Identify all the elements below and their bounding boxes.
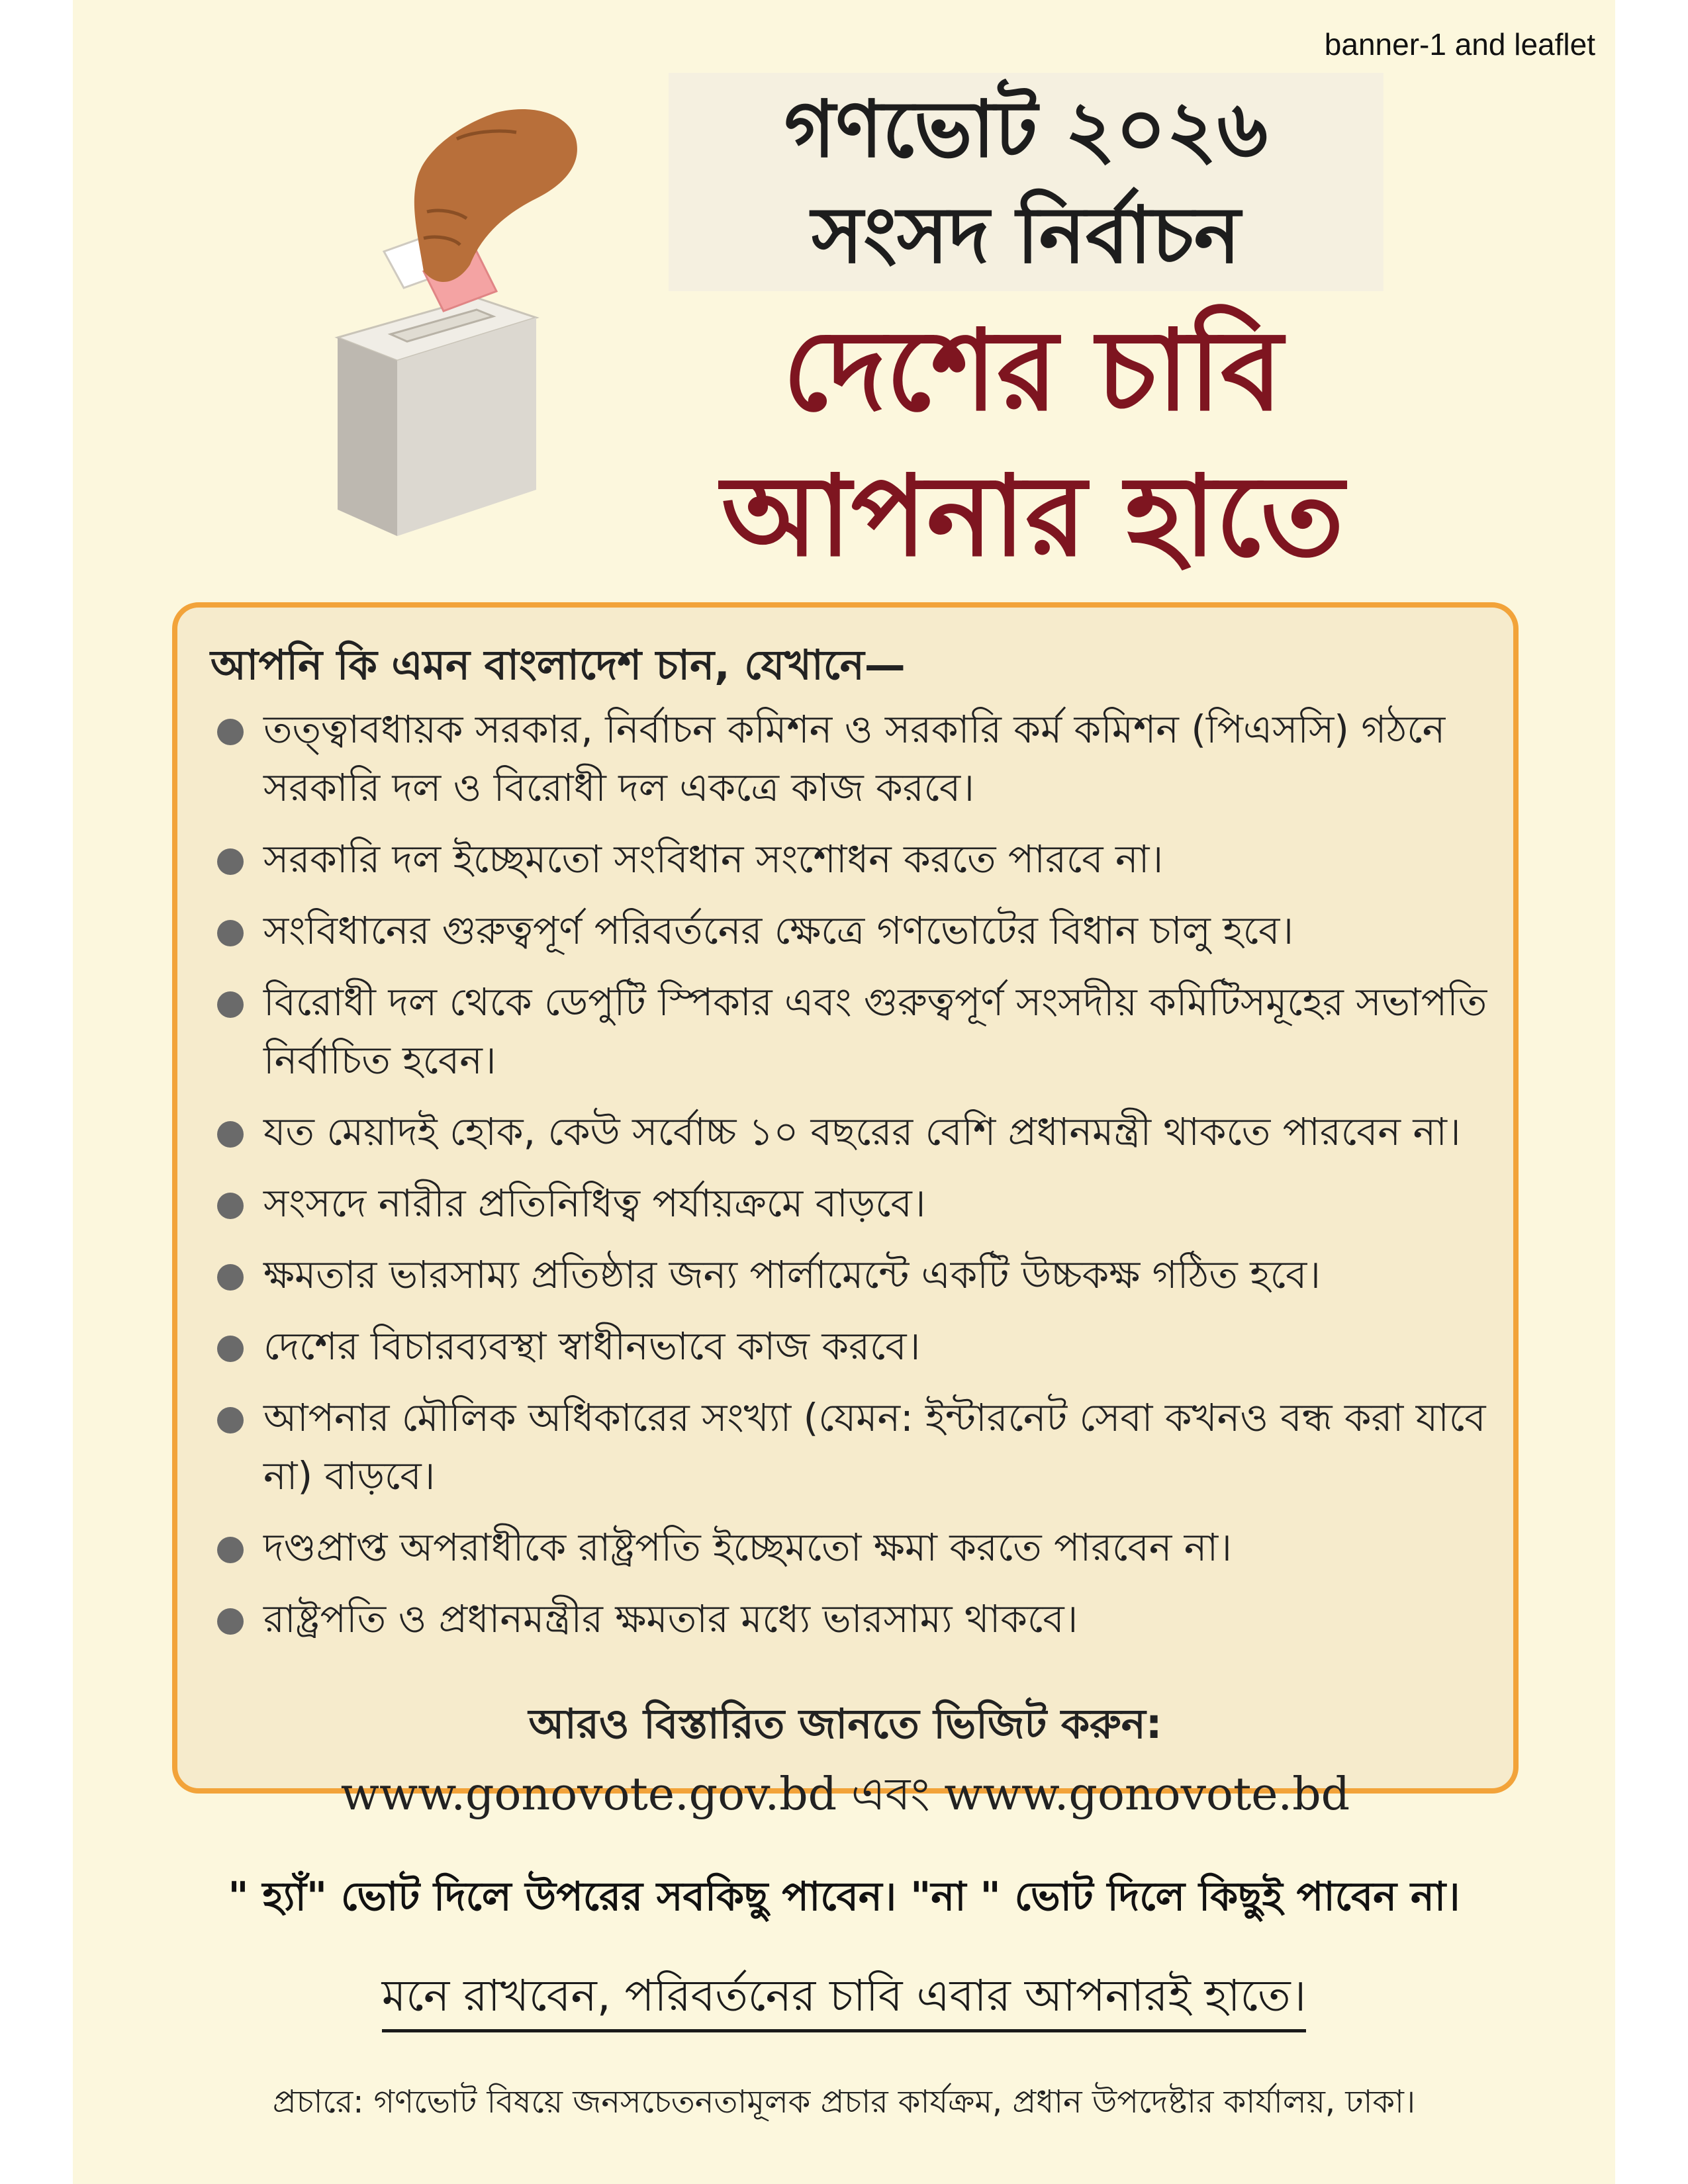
yes-no-statement: " হ্যাঁ" ভোট দিলে উপরের সবকিছু পাবেন। "না " ভোট দিলে কিছুই পাবেন না। xyxy=(228,1874,1460,1920)
bullet-list xyxy=(204,700,1495,1661)
list-item: দণ্ডপ্রাপ্ত অপরাধীকে রাষ্ট্রপতি ইচ্ছেমতো ক্ষমা করতে পারবেন না। xyxy=(204,1518,1495,1576)
remember-line xyxy=(73,1962,1615,2035)
ballot-illustration xyxy=(258,99,655,563)
remember-text: মনে রাখবেন, পরিবর্তনের চাবি এবার আপনারই হাতে। xyxy=(382,1970,1306,2032)
credit-line: প্রচারে: গণভোট বিষয়ে জনসচেতনতামূলক প্রচার কার্যক্রম, প্রধান উপদেষ্টার কার্যালয়, ঢাকা। xyxy=(272,2083,1416,2120)
bullet-dot-icon xyxy=(217,848,244,875)
info-box xyxy=(172,602,1519,1821)
list-item: আপনার মৌলিক অধিকারের সংখ্যা (যেমন: ইন্টারনেট সেবা কখনও বন্ধ করা যাবে না) বাড়বে। xyxy=(204,1388,1495,1505)
bullet-dot-icon xyxy=(217,1336,244,1362)
list-item: সরকারি দল ইচ্ছেমতো সংবিধান সংশোধন করতে পারবে না। xyxy=(204,830,1495,888)
list-item: দেশের বিচারব্যবস্থা স্বাধীনভাবে কাজ করবে। xyxy=(204,1317,1495,1375)
website-links[interactable]: www.gonovote.gov.bd এবং www.gonovote.bd xyxy=(340,1768,1350,1821)
more-info-label: আরও বিস্তারিত জানতে ভিজিট করুন: xyxy=(528,1700,1162,1748)
bullet-dot-icon xyxy=(217,1121,244,1148)
bullet-dot-icon xyxy=(217,1407,244,1433)
list-item: বিরোধী দল থেকে ডেপুটি স্পিকার এবং গুরুত্বপূর্ণ সংসদীয় কমিটিসমূহের সভাপতি নির্বাচিত হবেন। xyxy=(204,973,1495,1089)
title-line-2: সংসদ নির্বাচন xyxy=(812,189,1241,281)
bullet-dot-icon xyxy=(217,920,244,946)
hand-icon xyxy=(414,109,577,282)
bullet-dot-icon xyxy=(217,719,244,745)
list-item: ক্ষমতার ভারসাম্য প্রতিষ্ঠার জন্য পার্লামেন্টে একটি উচ্চকক্ষ গঠিত হবে। xyxy=(204,1246,1495,1304)
title-block xyxy=(669,73,1383,291)
leaflet xyxy=(73,0,1615,2184)
ballot-box-icon xyxy=(338,298,536,536)
slogan-line-1: দেশের চাবি xyxy=(782,306,1283,435)
list-item: তত্ত্বাবধায়ক সরকার, নির্বাচন কমিশন ও সরকারি কর্ম কমিশন (পিএসসি) গঠনে সরকারি দল ও বিরোধী দল একত্রে কাজ করবে। xyxy=(204,700,1495,817)
document-tag: banner-1 and leaflet xyxy=(1324,27,1595,62)
bullet-dot-icon xyxy=(217,1537,244,1563)
title-line-1: গণভোট ২০২৬ xyxy=(784,83,1268,175)
list-item: রাষ্ট্রপতি ও প্রধানমন্ত্রীর ক্ষমতার মধ্যে ভারসাম্য থাকবে। xyxy=(204,1590,1495,1648)
bullet-dot-icon xyxy=(217,1264,244,1291)
bullet-dot-icon xyxy=(217,991,244,1018)
bullet-dot-icon xyxy=(217,1608,244,1635)
box-heading: আপনি কি এমন বাংলাদেশ চান, যেখানে— xyxy=(211,641,906,689)
list-item: যত মেয়াদই হোক, কেউ সর্বোচ্চ ১০ বছরের বেশি প্রধানমন্ত্রী থাকতে পারবেন না। xyxy=(204,1103,1495,1161)
bullet-dot-icon xyxy=(217,1193,244,1219)
list-item: সংসদে নারীর প্রতিনিধিত্ব পর্যায়ক্রমে বাড়বে। xyxy=(204,1174,1495,1232)
slogan-line-2: আপনার হাতে xyxy=(721,451,1344,581)
list-item: সংবিধানের গুরুত্বপূর্ণ পরিবর্তনের ক্ষেত্রে গণভোটের বিধান চালু হবে। xyxy=(204,901,1495,960)
